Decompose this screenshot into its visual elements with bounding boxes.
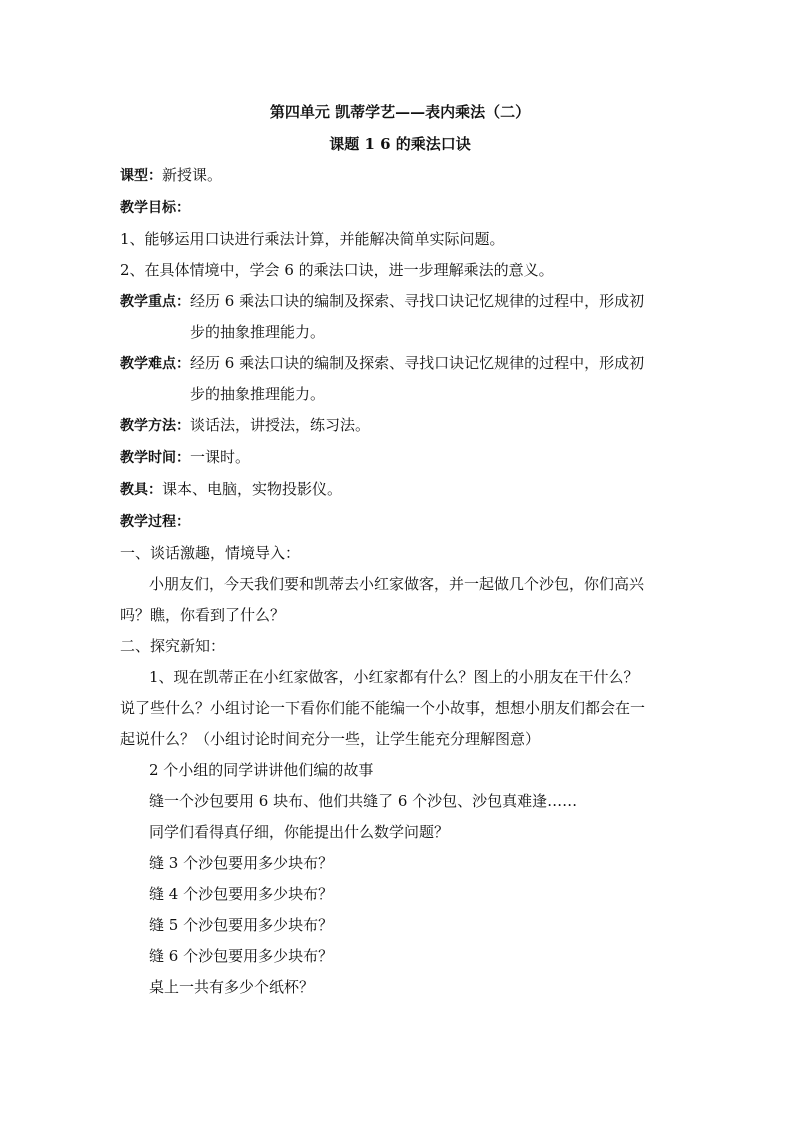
key-text bbox=[190, 286, 680, 348]
time-value: 一课时。 bbox=[190, 448, 251, 466]
goals-line bbox=[120, 192, 680, 224]
key-line-1: 经历 6 乘法口诀的编制及探索、寻找口诀记忆规律的过程中，形成初 bbox=[190, 292, 645, 310]
list-item: 桌上一共有多少个纸杯？ bbox=[149, 978, 315, 996]
method-line bbox=[120, 410, 680, 442]
section1-para-line-2: 吗？瞧，你看到了什么？ bbox=[120, 606, 286, 624]
difficulty-line-1: 经历 6 乘法口诀的编制及探索、寻找口诀记忆规律的过程中，形成初 bbox=[190, 354, 645, 372]
tools-label: 教具： bbox=[120, 482, 162, 498]
list-item: 缝 3 个沙包要用多少块布？ bbox=[149, 854, 334, 872]
list-item: 缝 4 个沙包要用多少块布？ bbox=[149, 885, 334, 903]
section2-para-line-2: 说了些什么？小组讨论一下看你们能不能编一个小故事，想想小朋友们都会在一 bbox=[120, 699, 646, 717]
section1-para-line-1: 小朋友们，今天我们要和凯蒂去小红家做客，并一起做几个沙包，你们高兴 bbox=[149, 575, 645, 593]
time-label: 教学时间： bbox=[120, 450, 190, 466]
method-label: 教学方法： bbox=[120, 418, 190, 434]
list-item: 2 个小组的同学讲讲他们编的故事 bbox=[149, 761, 374, 779]
method-value: 谈话法，讲授法，练习法。 bbox=[190, 416, 371, 434]
list-item: 缝 5 个沙包要用多少块布？ bbox=[149, 916, 334, 934]
process-label: 教学过程： bbox=[120, 514, 190, 530]
unit-title: 第四单元 凯蒂学艺——表内乘法（二） bbox=[269, 103, 531, 121]
section1-heading: 一、谈话激趣，情境导入： bbox=[120, 544, 301, 562]
tools-line bbox=[120, 474, 680, 506]
key-line-2: 步的抽象推理能力。 bbox=[190, 323, 326, 341]
section2-heading: 二、探究新知： bbox=[120, 637, 226, 655]
difficulty-text bbox=[190, 348, 680, 410]
key-points bbox=[120, 286, 680, 348]
key-label-col bbox=[120, 286, 190, 348]
lesson-type-value: 新授课。 bbox=[162, 166, 223, 184]
lesson-type-label: 课型： bbox=[120, 168, 162, 184]
tools-value: 课本、电脑，实物投影仪。 bbox=[162, 480, 343, 498]
lesson-title: 课题 1 6 的乘法口诀 bbox=[329, 135, 471, 153]
difficulty-line-2: 步的抽象推理能力。 bbox=[190, 385, 326, 403]
list-item: 缝一个沙包要用 6 块布、他们共缝了 6 个沙包、沙包真难逢…… bbox=[149, 792, 578, 810]
difficulty-points bbox=[120, 348, 680, 410]
goal-1: 1、能够运用口诀进行乘法计算，并能解决简单实际问题。 bbox=[120, 230, 505, 248]
section2-para-line-1: 1、现在凯蒂正在小红家做客，小红家都有什么？图上的小朋友在干什么？ bbox=[149, 668, 639, 686]
time-line bbox=[120, 442, 680, 474]
difficulty-label-col bbox=[120, 348, 190, 410]
difficulty-label: 教学难点： bbox=[120, 356, 190, 372]
list-item: 同学们看得真仔细，你能提出什么数学问题？ bbox=[149, 823, 450, 841]
process-line bbox=[120, 506, 680, 538]
list-item: 缝 6 个沙包要用多少块布？ bbox=[149, 947, 334, 965]
lesson-type-line bbox=[120, 160, 680, 192]
goals-label: 教学目标： bbox=[120, 200, 190, 216]
key-label: 教学重点： bbox=[120, 294, 190, 310]
goal-2: 2、在具体情境中，学会 6 的乘法口诀，进一步理解乘法的意义。 bbox=[120, 261, 554, 279]
section2-para-line-3: 起说什么？（小组讨论时间充分一些，让学生能充分理解图意） bbox=[120, 730, 541, 748]
document-content bbox=[120, 96, 680, 1003]
